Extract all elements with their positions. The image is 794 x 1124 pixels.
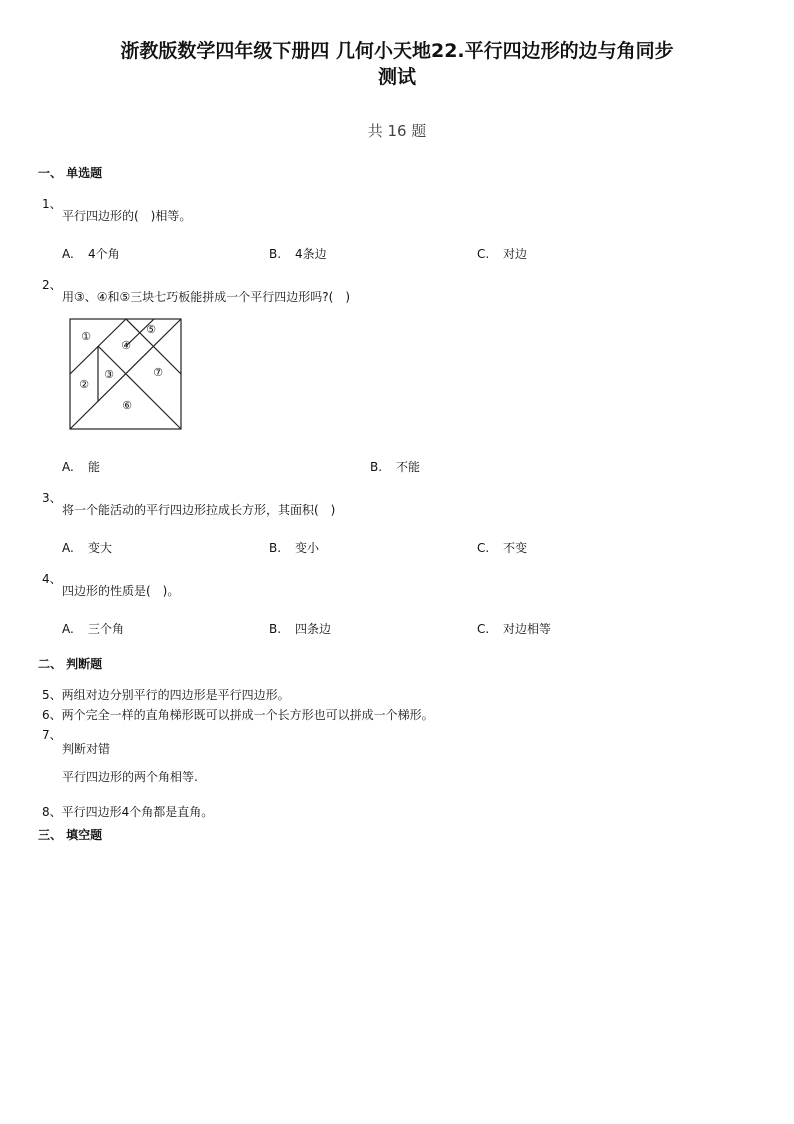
- question-3-text: 将一个能活动的平行四边形拉成长方形，其面积( ): [62, 503, 336, 517]
- option-label: A.: [62, 622, 74, 636]
- option-text: 不能: [396, 460, 421, 474]
- question-2-option-a[interactable]: [62, 458, 100, 475]
- question-3-option-a[interactable]: [62, 539, 112, 556]
- option-label: C.: [477, 247, 490, 261]
- option-text: 对边相等: [503, 622, 552, 636]
- option-label: C.: [477, 541, 490, 555]
- question-5-text: 5、两组对边分别平行的四边形是平行四边形。: [42, 688, 290, 702]
- question-7-heading: 判断对错: [62, 742, 111, 756]
- option-label: B.: [269, 247, 282, 261]
- option-text: 4条边: [295, 247, 327, 261]
- question-1-number: 1、: [42, 197, 62, 211]
- tangram-label-3: ③: [104, 368, 114, 381]
- tangram-label-2: ②: [79, 378, 89, 391]
- option-label: A.: [62, 247, 74, 261]
- question-1-option-c[interactable]: [477, 245, 527, 262]
- question-6-text: 6、两个完全一样的直角梯形既可以拼成一个长方形也可以拼成一个梯形。: [42, 708, 434, 722]
- question-2-option-b[interactable]: [370, 458, 420, 475]
- doc-title-line1: 浙教版数学四年级下册四 几何小天地22.平行四边形的边与角同步: [120, 40, 674, 62]
- question-4-option-c[interactable]: [477, 620, 551, 637]
- tangram-label-5: ⑤: [146, 323, 156, 336]
- question-3-number: 3、: [42, 491, 62, 505]
- question-4-number: 4、: [42, 572, 62, 586]
- question-2-number: 2、: [42, 278, 62, 292]
- question-count: 共 16 题: [367, 122, 427, 140]
- question-4-text: 四边形的性质是( )。: [62, 584, 180, 598]
- question-1-option-b[interactable]: [269, 245, 327, 262]
- question-4-option-b[interactable]: [269, 620, 331, 637]
- tangram-label-6: ⑥: [122, 399, 132, 412]
- tangram-label-1: ①: [81, 330, 91, 343]
- tangram-label-7: ⑦: [153, 366, 163, 379]
- option-text: 4个角: [88, 247, 120, 261]
- option-text: 对边: [503, 247, 528, 261]
- option-text: 三个角: [88, 622, 125, 636]
- option-text: 能: [88, 460, 101, 474]
- question-8-text: 8、平行四边形4个角都是直角。: [42, 805, 214, 819]
- option-text: 不变: [503, 541, 528, 555]
- section-heading-fill-blank: 三、 填空题: [38, 828, 103, 842]
- question-3-option-c[interactable]: [477, 539, 527, 556]
- question-4-option-a[interactable]: [62, 620, 124, 637]
- option-label: B.: [370, 460, 383, 474]
- option-text: 四条边: [295, 622, 332, 636]
- question-1-option-a[interactable]: [62, 245, 120, 262]
- option-label: C.: [477, 622, 490, 636]
- question-7-number: 7、: [42, 728, 62, 742]
- tangram-figure: [69, 318, 183, 432]
- question-3-option-b[interactable]: [269, 539, 319, 556]
- option-text: 变大: [88, 541, 113, 555]
- option-label: B.: [269, 622, 282, 636]
- section-heading-true-false: 二、 判断题: [38, 657, 103, 671]
- option-label: B.: [269, 541, 282, 555]
- option-label: A.: [62, 541, 74, 555]
- question-7-text: 平行四边形的两个角相等.: [62, 770, 198, 784]
- doc-title-line2: 测试: [377, 66, 416, 88]
- question-1-text: 平行四边形的( )相等。: [62, 209, 192, 223]
- option-label: A.: [62, 460, 74, 474]
- tangram-label-4: ④: [121, 339, 131, 352]
- section-heading-single-choice: 一、 单选题: [38, 166, 103, 180]
- option-text: 变小: [295, 541, 320, 555]
- question-2-text: 用③、④和⑤三块七巧板能拼成一个平行四边形吗?( ): [62, 290, 351, 304]
